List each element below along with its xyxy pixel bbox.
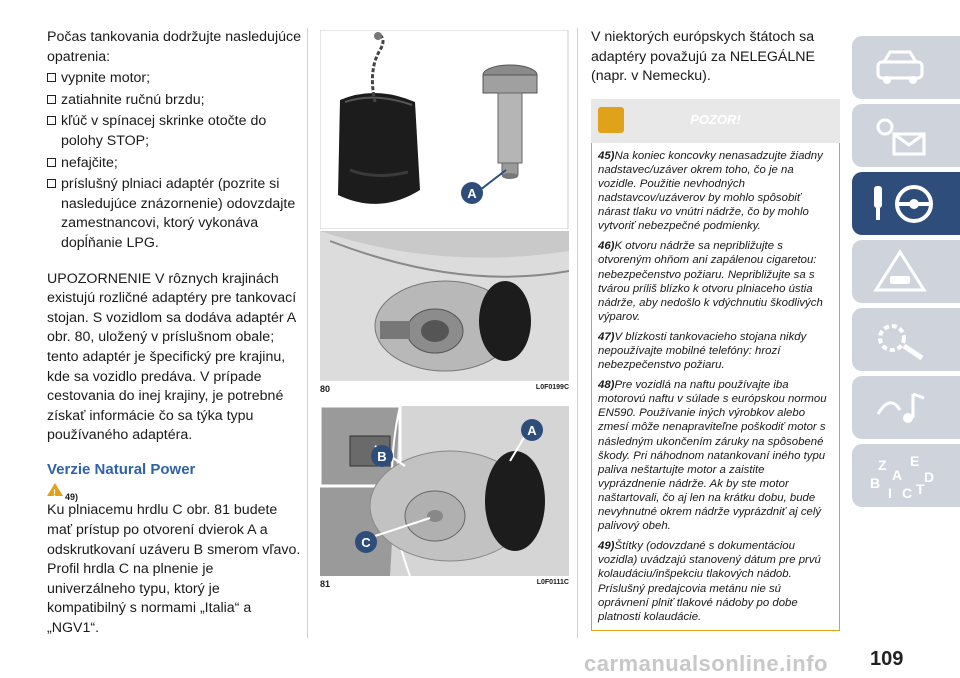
warning-item: 45)Na koniec koncovky nenasadzujte žiadny nadstavec/uzáver okrem toho, čo je na vozidle. Použitie nevhodných nadstavcov/uzáverov by mohlo spôsobiť nárast tlaku vo vnútri nádrže, čo by mohlo vytvoriť nebezpečné podmienky.	[598, 149, 823, 233]
list-item: kľúč v spínacej skrinke otočte do polohy STOP;	[47, 112, 302, 151]
warning-car-icon	[870, 248, 930, 294]
tab-car[interactable]	[852, 36, 960, 99]
svg-text:E: E	[910, 453, 920, 469]
adapter-legal-note: V niektorých európskych štátoch sa adaptéry považujú za NELEGÁLNE (napr. v Nemecku).	[591, 29, 815, 85]
index-letters-icon	[870, 452, 940, 502]
warning-triangle-icon	[47, 483, 63, 496]
gear-wrench-icon	[870, 316, 930, 362]
list-item: vypnite motor;	[47, 69, 302, 89]
section-heading: Verzie Natural Power	[47, 460, 196, 478]
right-column	[591, 28, 840, 631]
checkbox-icon	[47, 179, 56, 188]
warning-item: 49)Štítky (odovzdané s dokumentáciou vozidla) uvádzajú stanovený dátum pre prvú kolaudáciu/inšpekciu tlakových nádob. Príslušný predajcovia metánu nie sú oprávnení plniť tlakové nádoby po dobe platnosti kolaudácie.	[598, 540, 821, 623]
figure-caption: 81 L0F0111C	[320, 579, 569, 589]
label-a: A	[527, 423, 537, 438]
svg-text:I: I	[888, 485, 892, 501]
watermark: carmanualsonline.info	[584, 651, 828, 676]
figure-caption: 80 L0F0199C	[320, 384, 569, 394]
column-divider	[307, 28, 308, 638]
filler-access-text: Ku plniacemu hrdlu C obr. 81 budete mať prístup po otvorení dvierok A a odskrutkovaní uzáveru B smerom vľavo.	[47, 502, 301, 558]
cng-filler-photo	[320, 406, 569, 576]
filler-profile-text: Profil hrdla C na plnenie je univerzálneho typu, ktorý je kompatibilný s normami „Italia“ a „NGV1“.	[47, 561, 252, 637]
checkbox-icon	[47, 73, 56, 82]
figure-80	[320, 30, 569, 394]
svg-text:D: D	[924, 469, 935, 485]
list-item: príslušný plniaci adaptér (pozrite si nasledujúce znázornenie) odovzdajte zamestnancovi, ktorý vykonáva dopĺňanie LPG.	[47, 175, 302, 253]
svg-text:T: T	[916, 481, 925, 497]
svg-text:A: A	[892, 467, 903, 483]
tab-lights-messages[interactable]	[852, 104, 960, 167]
refuel-intro: Počas tankovania dodržujte nasledujúce opatrenia:	[47, 29, 301, 65]
label-b: B	[377, 449, 387, 464]
list-item: zatiahnite ručnú brzdu;	[47, 91, 302, 111]
key-steering-icon	[870, 180, 940, 226]
music-signal-icon	[870, 384, 930, 430]
car-icon	[870, 44, 930, 90]
light-envelope-icon	[870, 112, 930, 158]
list-item: nefajčite;	[47, 154, 302, 174]
warning-item: 47)V blízkosti tankovacieho stojana nikdy nepoužívajte mobilné telefóny: hrozí nebezpečenstvo požiaru.	[598, 330, 807, 372]
tab-index[interactable]	[852, 444, 960, 507]
warning-body	[591, 143, 840, 631]
checkbox-icon	[47, 158, 56, 167]
chapter-tabs	[852, 36, 960, 512]
label-c: C	[361, 535, 371, 550]
fuel-door-photo	[320, 231, 569, 381]
tab-emergency[interactable]	[852, 240, 960, 303]
svg-text:B: B	[870, 475, 881, 491]
tab-maintenance[interactable]	[852, 308, 960, 371]
warning-header: POZOR!	[591, 99, 840, 143]
column-divider	[577, 28, 578, 638]
figure-81	[320, 406, 569, 589]
tab-multimedia[interactable]	[852, 376, 960, 439]
page-number: 109	[870, 648, 904, 670]
warning-item: 46)K otvoru nádrže sa nepribližujte s otvoreným ohňom ani zapálenou cigaretou: nebezpečenstvo požiaru. Nepribližujte sa s tvárou príliš blízko k otvoru plniaceho ústia nádrže, aby nedošlo k vdýchnutiu škodlivých výparov.	[598, 240, 823, 323]
tab-starting-driving[interactable]	[852, 172, 960, 235]
checkbox-icon	[47, 95, 56, 104]
label-a: A	[467, 186, 477, 201]
svg-text:Z: Z	[878, 457, 887, 473]
checkbox-icon	[47, 116, 56, 125]
adapter-notice: UPOZORNENIE V rôznych krajinách existujú rozličné adaptéry pre tankovací stojan. S vozidlom sa dodáva adaptér A obr. 80, uložený v príslušnom obale; tento adaptér je špecifický pre krajinu, kde sa vozidlo predáva. V prípade cestovania do inej krajiny, je potrebné získať informácie čo sa týka typu používaného adaptéra.	[47, 270, 297, 444]
adapter-illustration	[320, 30, 569, 229]
left-column	[47, 28, 302, 639]
svg-text:C: C	[902, 485, 913, 501]
warning-reference: ! 49)	[47, 483, 302, 501]
warning-item: 48)Pre vozidlá na naftu používajte iba motorovú naftu v súlade s európskou normou EN590. Používanie iných výrobkov alebo zmesí môže nenapraviteľne poškodiť motor s následným ukončením záruky na spôsobené škody. Pri náhodnom natankovaní iného typu paliva neštartujte motor a zaistite vyprázdnenie nádrže. Ak by ste motor naštartovali, čo aj len na krátku dobu, bude nevyhnutné okrem nádrže vyprázdniť aj celý palivový obeh.	[598, 379, 827, 533]
